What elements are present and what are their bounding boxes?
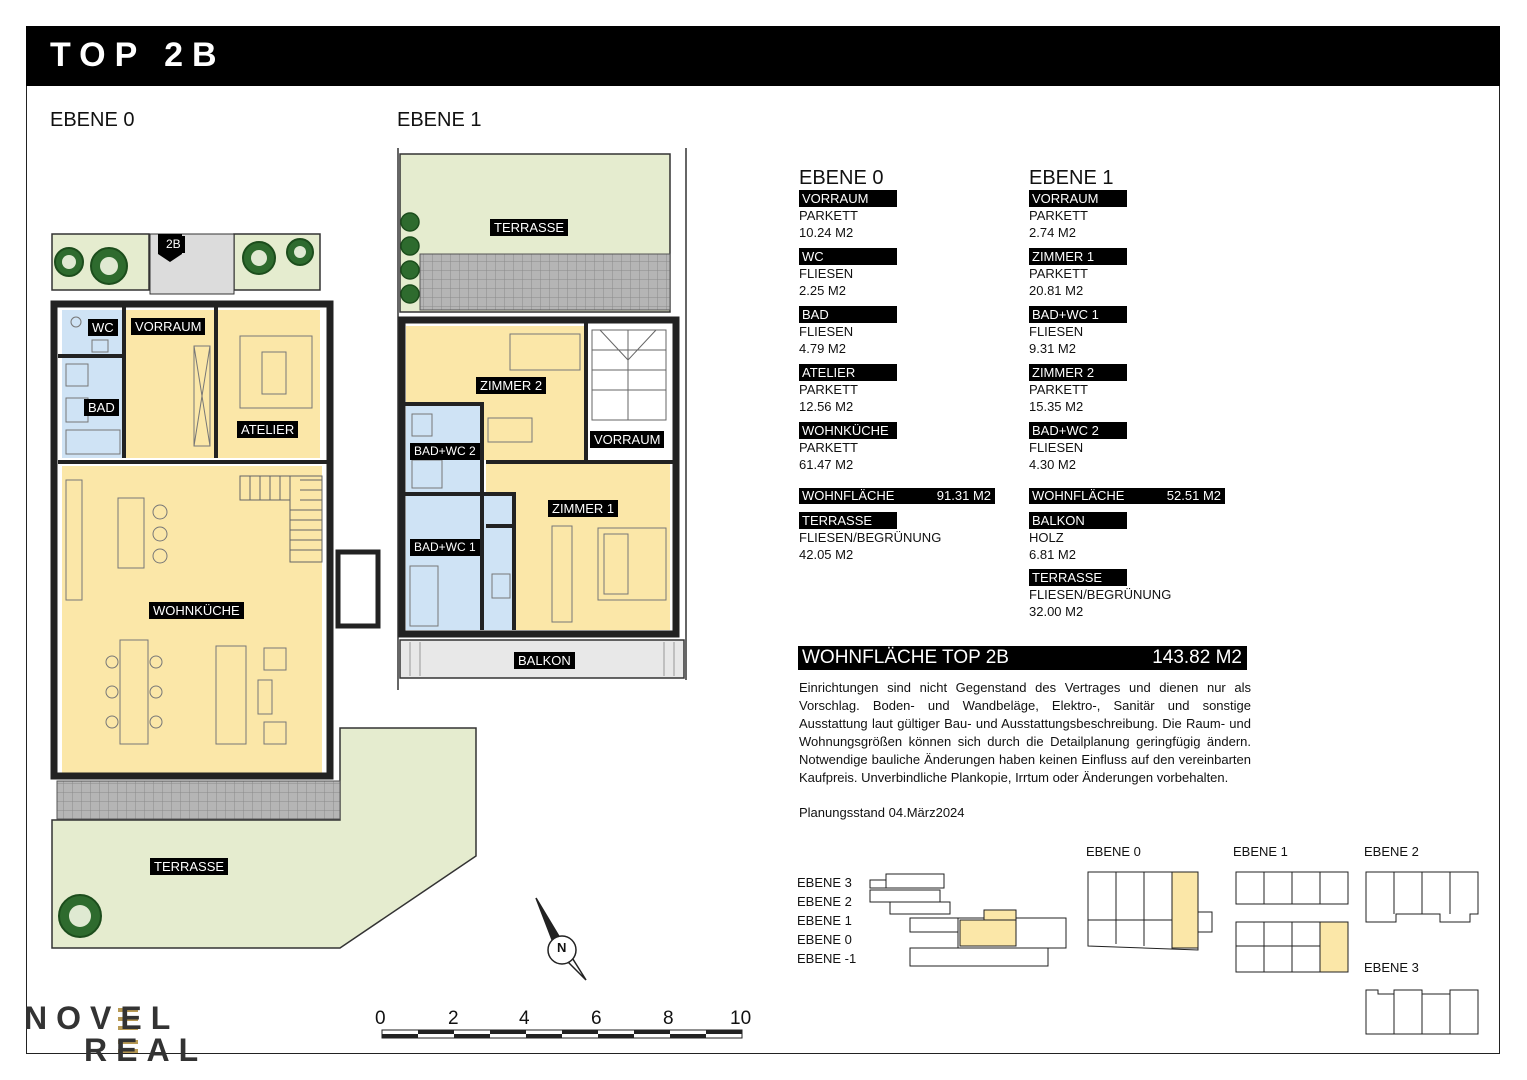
section-level-label: EBENE -1: [797, 951, 857, 966]
section-level-label: EBENE 2: [797, 894, 852, 909]
scale-tick-label: 0: [375, 1008, 386, 1029]
table-row: TERRASSE FLIESEN/BEGRÜNUNG 32.00 M2: [1029, 570, 1172, 619]
plan-heading-ebene1: EBENE 1: [397, 109, 482, 131]
scale-tick-label: 2: [448, 1008, 459, 1029]
table-row: BAD+WC 2 FLIESEN 4.30 M2: [1029, 422, 1229, 473]
room-label-zimmer1-e1: ZIMMER 1: [548, 500, 618, 517]
logo-line1: NOVEL: [24, 1000, 180, 1036]
room-label-badwc1-e1: BAD+WC 1: [410, 539, 480, 556]
keyplan-label-e3: EBENE 3: [1364, 960, 1419, 975]
scale-bar: [382, 1030, 742, 1038]
table-row: VORRAUM PARKETT 10.24 M2: [799, 190, 999, 241]
scale-tick-label: 6: [591, 1008, 602, 1029]
plan-heading-ebene0: EBENE 0: [50, 109, 135, 131]
section-level-label: EBENE 0: [797, 932, 852, 947]
entrance-badge: 2B: [162, 236, 185, 253]
disclaimer-text: Einrichtungen sind nicht Gegenstand des Vertrages und dienen nur als Vorschlag. Boden- und Wandbeläge, Elektro-, Sanitär und sonstige Ausstattung laut gültiger Bau- und Ausstattungsbeschreibung. Die Raum- und Wohnungsgrößen können sich durch die Detailplanung geringfügig ändern. Notwendige bauliche Änderungen haben keinen Einfluss auf den vereinbarten Kaufpreis. Unverbindliche Plankopie, Irrtum oder Änderungen vorbehalten.: [799, 680, 1251, 785]
room-label-vorraum-e1: VORRAUM: [590, 431, 664, 448]
wohnflaeche-ebene0: WOHNFLÄCHE 91.31 M2: [799, 488, 995, 504]
wohnflaeche-ebene1: WOHNFLÄCHE 52.51 M2: [1029, 488, 1225, 504]
room-label-wohnkueche-e0: WOHNKÜCHE: [149, 602, 244, 619]
compass-icon: [536, 898, 586, 980]
table-row: BAD FLIESEN 4.79 M2: [799, 306, 999, 357]
table-row: BAD+WC 1 FLIESEN 9.31 M2: [1029, 306, 1229, 357]
table-row: WOHNKÜCHE PARKETT 61.47 M2: [799, 422, 999, 473]
logo-line2: REAL: [84, 1032, 208, 1068]
table-row: BALKON HOLZ 6.81 M2: [1029, 512, 1229, 563]
table-row: TERRASSE FLIESEN/BEGRÜNUNG 42.05 M2: [799, 513, 942, 562]
total-value: 143.82 M2: [1152, 647, 1242, 668]
keyplan-label-e0: EBENE 0: [1086, 844, 1141, 859]
room-label-zimmer2-e1: ZIMMER 2: [476, 377, 546, 394]
table-heading: EBENE 1: [1029, 167, 1114, 189]
table-row: ZIMMER 2 PARKETT 15.35 M2: [1029, 364, 1229, 415]
room-label-terrasse-e0: TERRASSE: [150, 858, 228, 875]
scale-tick-label: 4: [519, 1008, 530, 1029]
keyplan-label-e1: EBENE 1: [1233, 844, 1288, 859]
table-row: ZIMMER 1 PARKETT 20.81 M2: [1029, 248, 1229, 299]
room-label-vorraum-e0: VORRAUM: [131, 318, 205, 335]
page-title: TOP 2B: [50, 36, 226, 74]
room-label-wc-e0: WC: [88, 319, 118, 336]
table-row: VORRAUM PARKETT 2.74 M2: [1029, 190, 1229, 241]
total-label: WOHNFLÄCHE TOP 2B: [802, 647, 1009, 668]
room-label-terrasse-e1: TERRASSE: [490, 219, 568, 236]
section-level-label: EBENE 3: [797, 875, 852, 890]
compass-north-label: N: [557, 940, 567, 955]
keyplan-label-e2: EBENE 2: [1364, 844, 1419, 859]
planning-date: Planungsstand 04.März2024: [799, 805, 965, 820]
table-heading: EBENE 0: [799, 167, 884, 189]
room-label-badwc2-e1: BAD+WC 2: [410, 443, 480, 460]
room-label-atelier-e0: ATELIER: [237, 421, 298, 438]
scale-tick-label: 8: [663, 1008, 674, 1029]
table-row: WC FLIESEN 2.25 M2: [799, 248, 999, 299]
room-label-bad-e0: BAD: [84, 399, 119, 416]
section-level-label: EBENE 1: [797, 913, 852, 928]
scale-tick-label: 10: [730, 1008, 752, 1029]
table-row: ATELIER PARKETT 12.56 M2: [799, 364, 999, 415]
room-label-balkon-e1: BALKON: [514, 652, 575, 669]
